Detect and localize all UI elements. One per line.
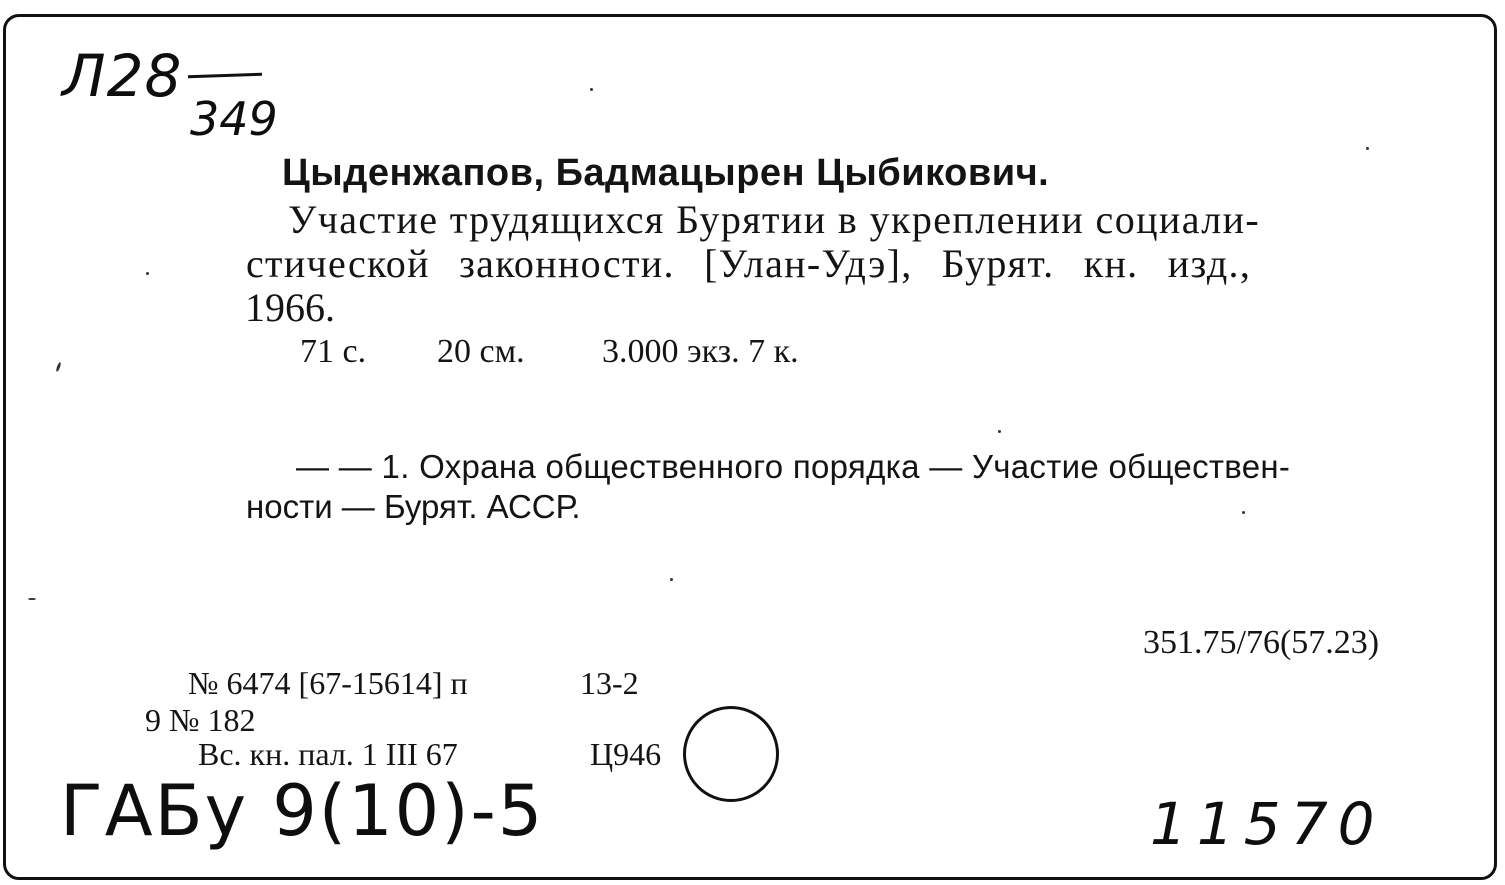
- record-line-2: 9 № 182: [145, 702, 256, 738]
- scan-speck: [998, 430, 1001, 433]
- empty-circle-mark: [683, 706, 779, 802]
- title-line-2: стической законности. [Улан-Удэ], Бурят. кн. изд.,: [246, 241, 1252, 286]
- call-number-bottom: 349: [190, 92, 278, 146]
- subject-line-2: ности — Бурят. АССР.: [246, 488, 581, 525]
- handwritten-inventory-number: 11570: [1150, 790, 1385, 858]
- call-number-top: Л28: [62, 42, 183, 110]
- title-line-1: Участие трудящихся Бурятии в укреплении социали-: [288, 197, 1261, 242]
- title-line-3: 1966.: [245, 285, 335, 330]
- scan-speck: [670, 578, 673, 581]
- classification-number: 351.75/76(57.23): [1143, 624, 1380, 661]
- collation-pages: 71 с.: [300, 333, 367, 370]
- subject-line-1: — — 1. Охрана общественного порядка — Участие обществен-: [296, 448, 1291, 485]
- handwritten-library-code: ГАБу 9(10)-5: [60, 770, 545, 852]
- author-heading: Цыденжапов, Бадмацырен Цыбикович.: [282, 152, 1050, 194]
- scan-speck: [590, 88, 593, 91]
- collation-size: 20 см.: [437, 333, 525, 370]
- scan-speck: [1366, 147, 1369, 150]
- collation-copies-price: 3.000 экз. 7 к.: [602, 333, 799, 370]
- record-code-1: 13-2: [580, 665, 639, 701]
- scan-speck: [1242, 511, 1245, 514]
- record-line-3: Вс. кн. пал. 1 III 67: [198, 736, 458, 772]
- record-code-2: Ц946: [590, 736, 662, 772]
- scan-speck: [28, 598, 36, 600]
- scan-speck: [146, 272, 149, 275]
- record-line-1: № 6474 [67-15614] п: [188, 665, 468, 701]
